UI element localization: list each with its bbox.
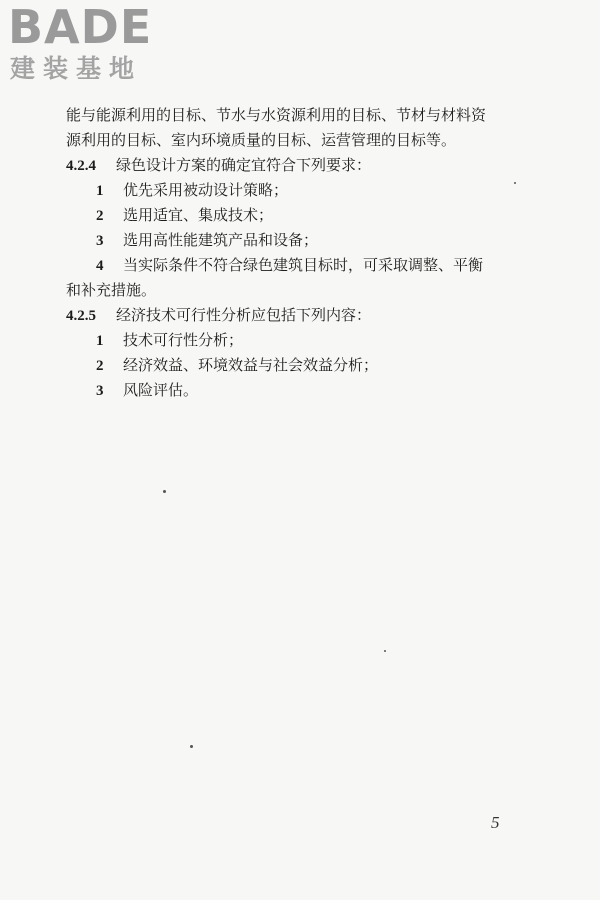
item-text: 当实际条件不符合绿色建筑目标时，可采取调整、平衡 xyxy=(123,256,484,274)
section-text: 绿色设计方案的确定宜符合下列要求： xyxy=(116,156,372,174)
list-item xyxy=(96,230,318,251)
item-text: 优先采用被动设计策略； xyxy=(123,181,289,199)
list-item xyxy=(96,255,483,276)
section-number: 4.2.4 xyxy=(66,158,96,174)
item-number: 2 xyxy=(96,358,104,374)
scan-speck xyxy=(190,745,193,748)
item-text: 技术可行性分析； xyxy=(123,331,244,349)
item-number: 2 xyxy=(96,208,104,224)
section-number: 4.2.5 xyxy=(66,308,96,324)
scan-speck xyxy=(163,490,166,493)
page-number: 5 xyxy=(491,813,500,832)
list-item xyxy=(96,355,378,376)
intro-paragraph-line-1: 能与能源利用的目标、节水与水资源利用的目标、节材与材料资 xyxy=(66,106,487,124)
bade-watermark-logo xyxy=(6,2,186,88)
watermark-brand: BADE xyxy=(8,0,153,54)
intro-paragraph-line-2: 源利用的目标、室内环境质量的目标、运营管理的目标等。 xyxy=(66,131,457,149)
section-text: 经济技术可行性分析应包括下列内容： xyxy=(116,306,372,324)
section-4-2-5-heading xyxy=(66,305,371,326)
watermark-subtitle: 建装基地 xyxy=(10,54,143,83)
list-item xyxy=(96,180,288,201)
scan-speck xyxy=(384,650,386,652)
list-item xyxy=(96,380,198,401)
scan-speck xyxy=(514,182,516,184)
item-number: 4 xyxy=(96,258,104,274)
item-text: 风险评估。 xyxy=(123,381,199,399)
list-item xyxy=(96,330,243,351)
item-number: 1 xyxy=(96,183,104,199)
item-text: 选用适宜、集成技术； xyxy=(123,206,274,224)
list-item-continuation: 和补充措施。 xyxy=(66,281,157,299)
item-number: 1 xyxy=(96,333,104,349)
item-text: 经济效益、环境效益与社会效益分析； xyxy=(123,356,379,374)
item-text: 选用高性能建筑产品和设备； xyxy=(123,231,319,249)
list-item xyxy=(96,205,273,226)
item-number: 3 xyxy=(96,233,104,249)
item-number: 3 xyxy=(96,383,104,399)
section-4-2-4-heading xyxy=(66,155,371,176)
